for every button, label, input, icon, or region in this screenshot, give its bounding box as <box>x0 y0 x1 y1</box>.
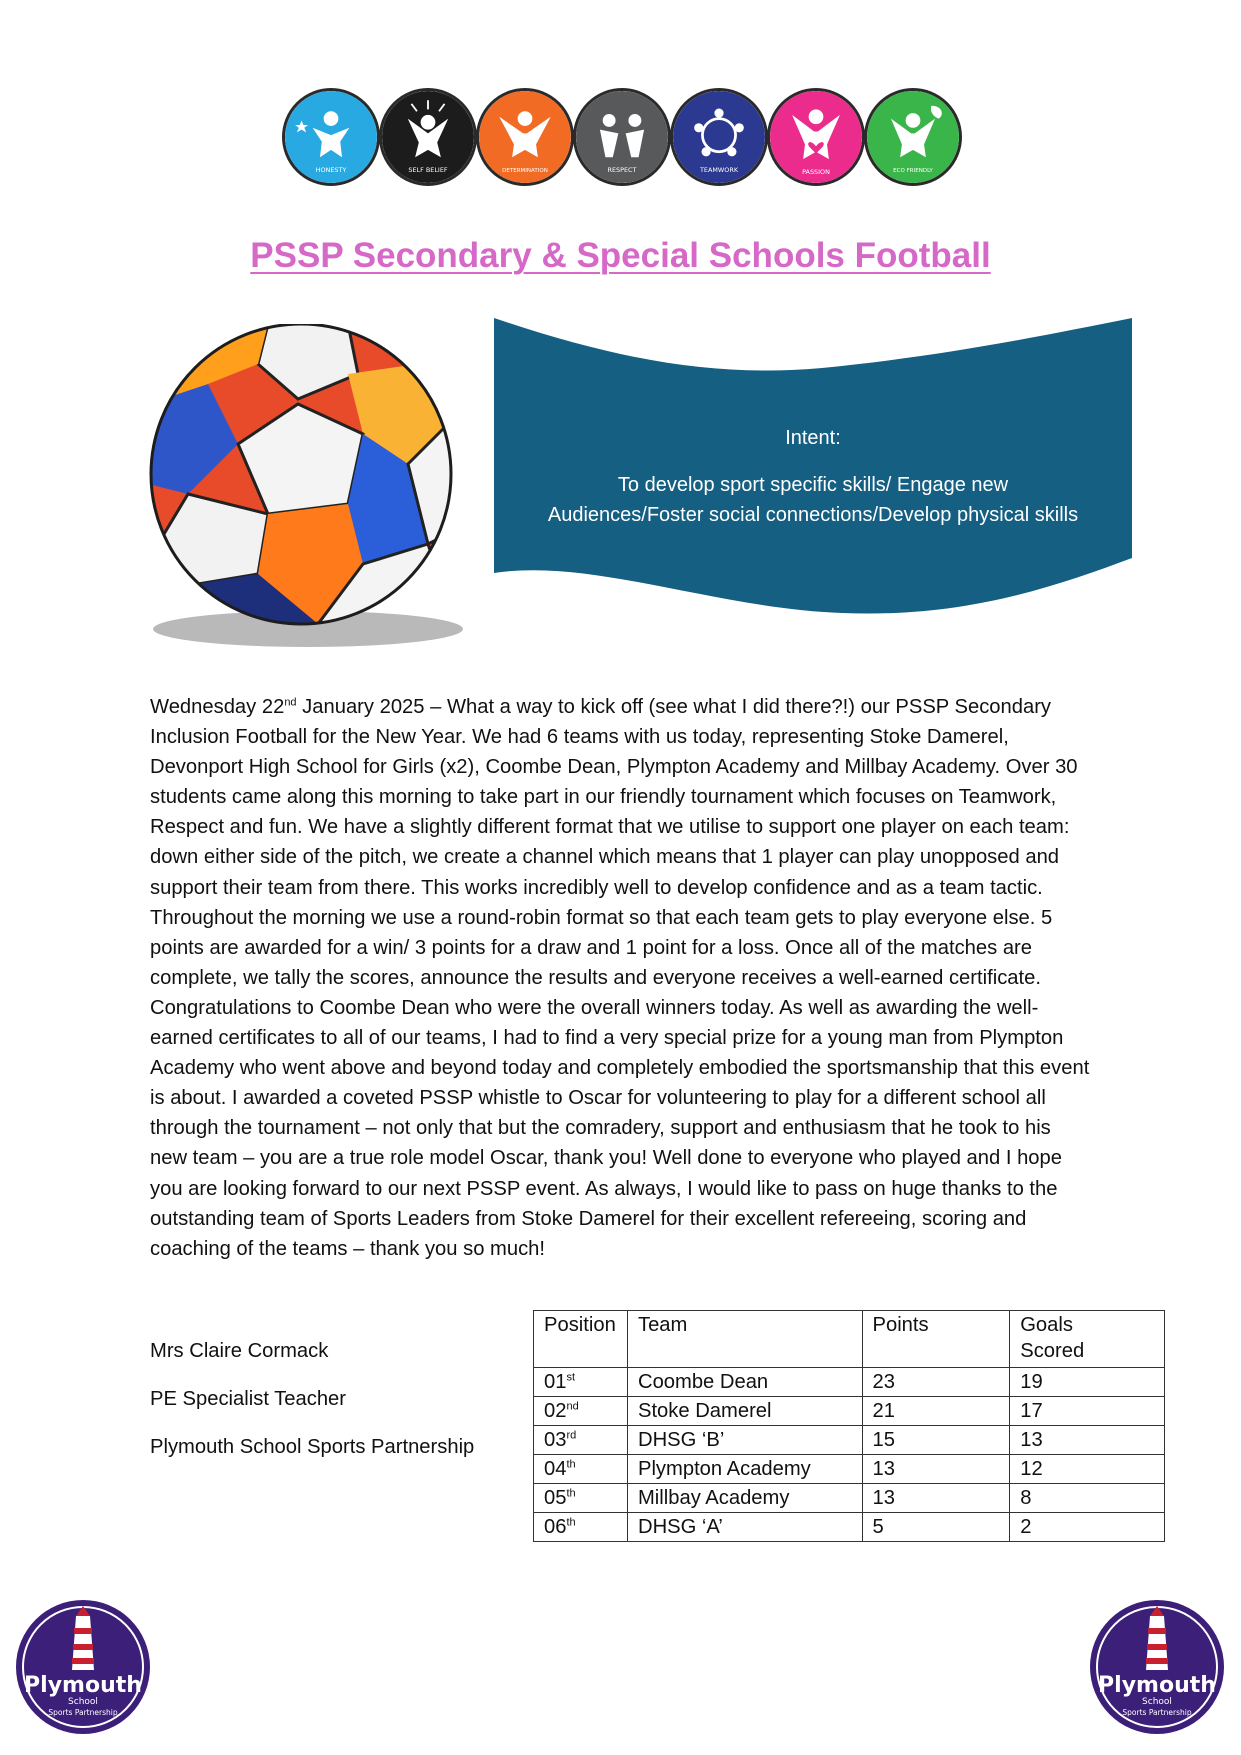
determination-badge <box>476 88 574 186</box>
position-number: 05 <box>544 1487 567 1509</box>
person-winged-icon <box>479 91 571 183</box>
author-organisation: Plymouth School Sports Partnership <box>150 1436 475 1458</box>
header-goals-line1: Goals <box>1020 1314 1073 1336</box>
badge-label: PASSION <box>802 167 830 176</box>
badge-label: SELF BELIEF <box>408 165 448 174</box>
position-cell <box>534 1368 628 1397</box>
author-role: PE Specialist Teacher <box>150 1388 346 1410</box>
football-illustration <box>148 324 468 654</box>
people-greeting-icon <box>576 91 668 183</box>
lighthouse-logo-icon <box>1088 1598 1226 1736</box>
goals-cell: 8 <box>1010 1484 1165 1513</box>
position-ordinal: th <box>566 1487 576 1500</box>
intent-text <box>508 470 1118 530</box>
badge-label: ECO FRIENDLY <box>893 167 933 174</box>
goals-cell: 2 <box>1010 1513 1165 1542</box>
respect-badge <box>573 88 671 186</box>
points-cell: 13 <box>862 1455 1010 1484</box>
logo-line-3: Sports Partnership <box>48 1708 118 1717</box>
person-star-icon <box>285 91 377 183</box>
intent-label: Intent: <box>785 427 841 449</box>
position-number: 06 <box>544 1516 567 1538</box>
team-circle-icon <box>673 91 765 183</box>
passion-badge <box>767 88 865 186</box>
points-cell: 23 <box>862 1368 1010 1397</box>
position-ordinal: rd <box>566 1429 577 1442</box>
team-cell: Stoke Damerel <box>627 1397 862 1426</box>
badge-label: HONESTY <box>315 165 347 174</box>
table-row <box>534 1397 1165 1426</box>
position-number: 04 <box>544 1458 567 1480</box>
badge-label: TEAMWORK <box>699 165 739 174</box>
points-cell: 13 <box>862 1484 1010 1513</box>
person-leaf-icon <box>867 91 959 183</box>
table-row <box>534 1455 1165 1484</box>
team-cell: Coombe Dean <box>627 1368 862 1397</box>
intent-banner <box>492 318 1134 622</box>
author-name: Mrs Claire Cormack <box>150 1340 329 1362</box>
results-table <box>533 1310 1165 1542</box>
table-row <box>534 1513 1165 1542</box>
position-ordinal: st <box>566 1371 576 1384</box>
teamwork-badge <box>670 88 768 186</box>
logo-wordmark: Plymouth <box>24 1673 142 1698</box>
badge-label: DETERMINATION <box>502 167 548 174</box>
points-cell: 21 <box>862 1397 1010 1426</box>
position-ordinal: th <box>566 1458 576 1471</box>
person-heart-icon <box>770 91 862 183</box>
goals-cell: 13 <box>1010 1426 1165 1455</box>
header-goals-scored <box>1010 1311 1165 1368</box>
honesty-badge <box>282 88 380 186</box>
school-values-badges <box>282 88 962 188</box>
intent-line-2: Audiences/Foster social connections/Develop physical skills <box>547 504 1079 526</box>
intent-line-1: To develop sport specific skills/ Engage new <box>617 474 1009 496</box>
header-goals-line2: Scored <box>1020 1340 1085 1362</box>
position-cell <box>534 1397 628 1426</box>
team-cell: Millbay Academy <box>627 1484 862 1513</box>
position-ordinal: th <box>566 1516 576 1529</box>
page-title: PSSP Secondary & Special Schools Football <box>250 236 991 275</box>
position-number: 02 <box>544 1400 567 1422</box>
position-ordinal: nd <box>566 1400 579 1413</box>
report-body: January 2025 – What a way to kick off (see what I did there?!) our PSSP Secondary Inclusion Football for the New Year. We had 6 teams with us today, representing Stoke Damerel, Devonport High School for Girls (x2), Coombe Dean, Plympton Academy and Millbay Academy. Over 30 students came along this morning to take part in our friendly tournament which focuses on Teamwork, Respect and fun. We have a slightly different format that we utilise to support one player on each team: down either side of the pitch, we create a channel which means that 1 player can play unopposed and support their team from there. This works incredibly well to develop confidence and as a team tactic. Throughout the morning we use a round-robin format so that each team gets to play everyone else. 5 points are awarded for a win/ 3 points for a draw and 1 point for a loss. Once all of the matches are complete, we tally the scores, announce the results and everyone receives a well-earned certificate. Congratulations to Coombe Dean who were the overall winners today. As well as awarding the well-earned certificates to all of our teams, I had to find a very special prize for a young man from Plympton Academy who went above and beyond today and completely embodied the sportsmanship that this event is about. I awarded a coveted PSSP whistle to Oscar for volunteering to play for a different school all through the tournament – not only that but the comradery, support and enthusiasm that he took to his new team – you are a true role model Oscar, thank you! Well done to everyone who played and I hope you are looking forward to our next PSSP event. As always, I would like to pass on huge thanks to the outstanding team of Sports Leaders from Stoke Damerel for their excellent refereeing, scoring and coaching of the teams – thank you so much! <box>150 696 1090 1260</box>
table-header-row <box>534 1311 1165 1368</box>
goals-cell: 19 <box>1010 1368 1165 1397</box>
badge-label: RESPECT <box>607 165 637 174</box>
logo-line-2: School <box>68 1697 98 1707</box>
header-team: Team <box>627 1311 862 1368</box>
table-row <box>534 1484 1165 1513</box>
goals-cell: 12 <box>1010 1455 1165 1484</box>
team-cell: Plympton Academy <box>627 1455 862 1484</box>
person-burst-icon <box>382 91 474 183</box>
football-icon <box>148 324 468 654</box>
date-ordinal: nd <box>284 696 297 709</box>
pssp-logo-left <box>14 1598 152 1736</box>
position-cell <box>534 1513 628 1542</box>
self-belief-badge <box>379 88 477 186</box>
logo-line-2: School <box>1142 1697 1172 1707</box>
table-row <box>534 1368 1165 1397</box>
logo-wordmark: Plymouth <box>1098 1673 1216 1698</box>
logo-line-3: Sports Partnership <box>1122 1708 1192 1717</box>
position-cell <box>534 1455 628 1484</box>
position-number: 03 <box>544 1429 567 1451</box>
header-points: Points <box>862 1311 1010 1368</box>
table-row <box>534 1426 1165 1455</box>
team-cell: DHSG ‘B’ <box>627 1426 862 1455</box>
pssp-logo-right <box>1088 1598 1226 1736</box>
lighthouse-logo-icon <box>14 1598 152 1736</box>
points-cell: 5 <box>862 1513 1010 1542</box>
header-position: Position <box>534 1311 628 1368</box>
position-cell <box>534 1426 628 1455</box>
team-cell: DHSG ‘A’ <box>627 1513 862 1542</box>
eco-friendly-badge <box>864 88 962 186</box>
position-cell <box>534 1484 628 1513</box>
goals-cell: 17 <box>1010 1397 1165 1426</box>
report-date: Wednesday 22 <box>150 696 285 718</box>
position-number: 01 <box>544 1371 567 1393</box>
event-report-text <box>150 692 1090 1264</box>
points-cell: 15 <box>862 1426 1010 1455</box>
